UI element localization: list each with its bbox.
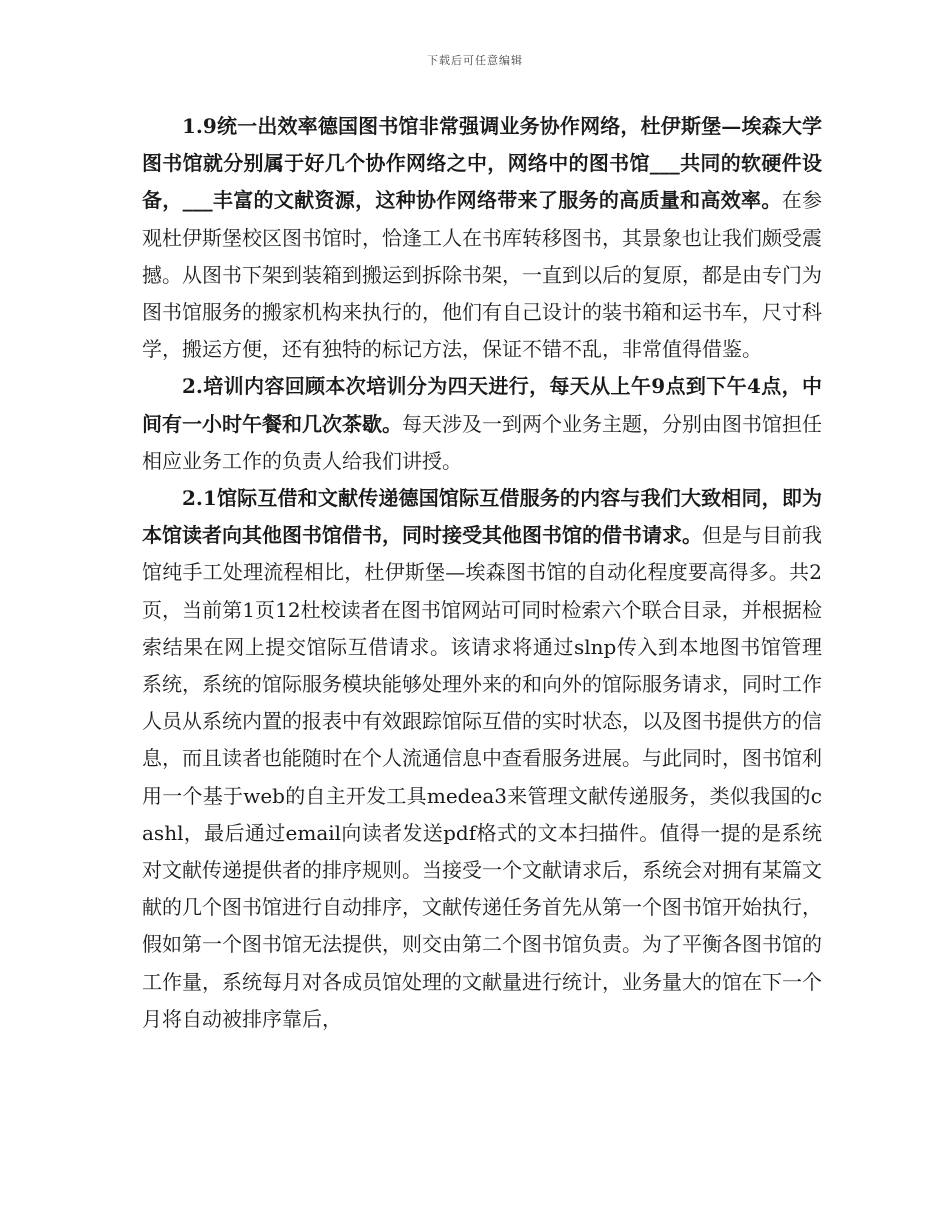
page-header-note: 下载后可任意编辑 xyxy=(427,54,523,67)
document-body xyxy=(142,108,822,1038)
paragraph-1-9-lead: 1.9统一出效率德国图书馆非常强调业务协作网络，杜伊斯堡—埃森大学图书馆就分别属于好几个协作网络之中，网络中的图书馆___共同的软硬件设备，___丰富的文献资源，这种协作网络带来了服务的高质量和高效率。 xyxy=(142,114,822,213)
paragraph-2-body: 每天涉及一到两个业务主题，分别由图书馆担任相应业务工作的负责人给我们讲授。 xyxy=(142,411,822,473)
paragraph-2-lead: 2.培训内容回顾本次培训分为四天进行，每天从上午9点到下午4点，中间有一小时午餐和几次茶歇。 xyxy=(142,374,822,436)
paragraph-2 xyxy=(142,368,822,480)
paragraph-2-1-body: 但是与目前我馆纯手工处理流程相比，杜伊斯堡—埃森图书馆的自动化程度要高得多。共2页，当前第1页12杜校读者在图书馆网站可同时检索六个联合目录，并根据检索结果在网上提交馆际互借请求。该请求将通过slnp传入到本地图书馆管理系统，系统的馆际服务模块能够处理外来的和向外的馆际服务请求，同时工作人员从系统内置的报表中有效跟踪馆际互借的实时状态，以及图书提供方的信息，而且读者也能随时在个人流通信息中查看服务进展。与此同时，图书馆利用一个基于web的自主开发工具medea3来管理文献传递服务，类似我国的cashl，最后通过email向读者发送pdf格式的文本扫描件。值得一提的是系统对文献传递提供者的排序规则。当接受一个文献请求后，系统会对拥有某篇文献的几个图书馆进行自动排序，文献传递任务首先从第一个图书馆开始执行，假如第一个图书馆无法提供，则交由第二个图书馆负责。为了平衡各图书馆的工作量，系统每月对各成员馆处理的文献量进行统计，业务量大的馆在下一个月将自动被排序靠后， xyxy=(142,523,822,1031)
paragraph-1-9 xyxy=(142,108,822,368)
paragraph-2-1 xyxy=(142,480,822,1038)
paragraph-2-1-lead: 2.1馆际互借和文献传递德国馆际互借服务的内容与我们大致相同，即为本馆读者向其他图书馆借书，同时接受其他图书馆的借书请求。 xyxy=(142,486,822,548)
paragraph-1-9-body: 在参观杜伊斯堡校区图书馆时，恰逢工人在书库转移图书，其景象也让我们颇受震撼。从图书下架到装箱到搬运到拆除书架，一直到以后的复原，都是由专门为图书馆服务的搬家机构来执行的，他们有自己设计的装书箱和运书车，尺寸科学，搬运方便，还有独特的标记方法，保证不错不乱，非常值得借鉴。 xyxy=(142,188,822,362)
